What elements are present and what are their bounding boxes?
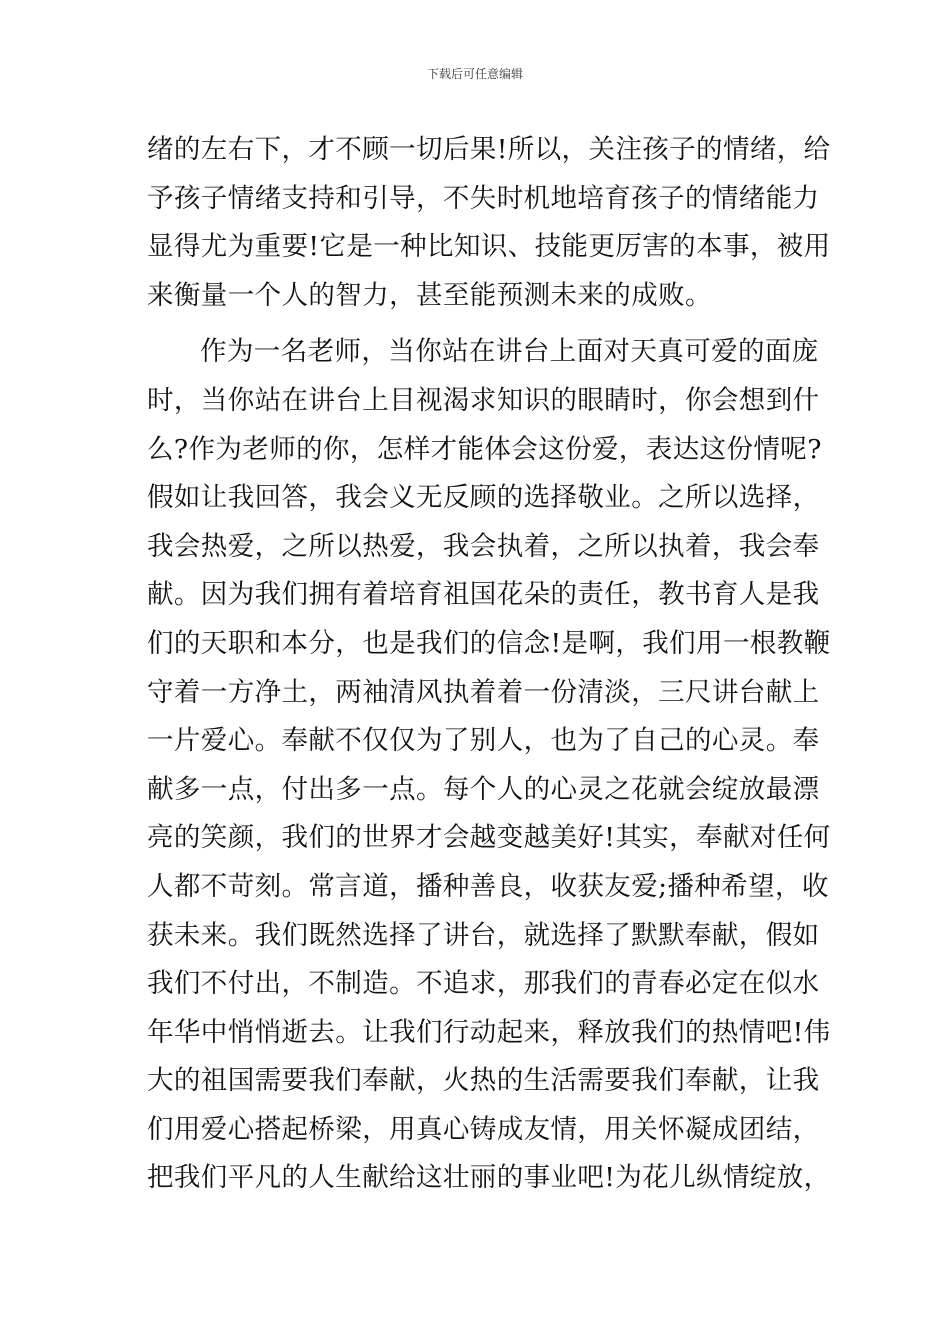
text-line: 我们不付出，不制造。不追求，那我们的青春必定在似水 [147,968,820,1000]
document-body [147,126,831,1203]
text-line: 们用爱心搭起桥梁，用真心铸成友情，用关怀凝成团结， [147,1113,820,1145]
text-line: 人都不苛刻。常言道，播种善良，收获友爱;播种希望，收 [147,870,829,902]
text-line: 绪的左右下，才不顾一切后果!所以，关注孩子的情绪，给 [147,134,831,165]
text-line: 获未来。我们既然选择了讲台，就选择了默默奉献，假如 [147,919,820,951]
paragraph-1 [147,126,831,320]
text-line: 我会热爱，之所以热爱，我会执着，之所以执着，我会奉 [147,530,820,562]
text-line: 年华中悄悄逝去。让我们行动起来，释放我们的热情吧!伟 [147,1016,831,1048]
text-line: 亮的笑颜，我们的世界才会越变越美好!其实，奉献对任何 [147,822,831,854]
text-line: 把我们平凡的人生献给这壮丽的事业吧!为花儿纵情绽放， [147,1162,831,1194]
text-line: 献。因为我们拥有着培育祖国花朵的责任，教书育人是我 [147,579,820,611]
text-line: 献多一点，付出多一点。每个人的心灵之花就会绽放最漂 [147,773,820,805]
text-line: 来衡量一个人的智力，甚至能预测未来的成败。 [147,279,712,311]
text-line: 予孩子情绪支持和引导，不失时机地培育孩子的情绪能力 [147,182,820,214]
page-header: 下载后可任意编辑 [426,67,523,81]
text-line: 时，当你站在讲台上目视渴求知识的眼睛时，你会想到什 [147,384,820,416]
text-line: 大的祖国需要我们奉献，火热的生活需要我们奉献，让我 [147,1065,820,1097]
text-line: 显得尤为重要!它是一种比知识、技能更厉害的本事，被用 [147,231,831,263]
text-line: 一片爱心。奉献不仅仅为了别人，也为了自己的心灵。奉 [147,725,820,757]
text-line: 守着一方净土，两袖清风执着着一份清淡，三尺讲台献上 [147,676,820,708]
text-line: 作为一名老师，当你站在讲台上面对天真可爱的面庞 [200,336,819,368]
text-line: 么?作为老师的你，怎样才能体会这份爱，表达这份情呢? [147,433,822,465]
paragraph-2 [147,328,831,1203]
text-line: 们的天职和本分，也是我们的信念!是啊，我们用一根教鞭 [147,627,831,659]
text-line: 假如让我回答，我会义无反顾的选择敬业。之所以选择， [147,482,820,514]
